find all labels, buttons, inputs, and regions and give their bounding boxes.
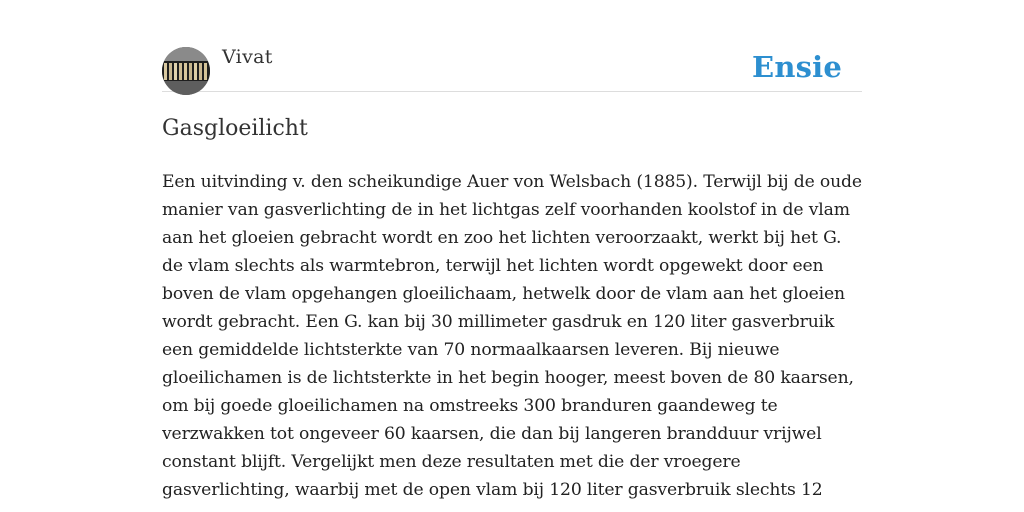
source-name[interactable]: Vivat xyxy=(222,46,273,68)
source-avatar[interactable] xyxy=(162,47,210,95)
article-title: Gasgloeilicht xyxy=(162,116,308,141)
header xyxy=(162,0,862,92)
article-body: Een uitvinding v. den scheikundige Auer von Welsbach (1885). Terwijl bij de oude manier van gasverlichting de in het lichtgas zelf voorhanden koolstof in de vlam aan het gloeien gebracht wordt en zoo het lichten veroorzaakt, werkt bij het G. de vlam slechts als warmtebron, terwijl het lichten wordt opgewekt door een boven de vlam opgehangen gloeilichaam, hetwelk door de vlam aan het gloeien wordt gebracht. Een G. kan bij 30 millimeter gasdruk en 120 liter gasverbruik een gemiddelde lichtsterkte van 70 normaalkaarsen leveren. Bij nieuwe gloeilichamen is de lichtsterkte in het begin hooger, meest boven de 80 kaarsen, om bij goede gloeilichamen na omstreeks 300 branduren gaandeweg te verzwakken tot ongeveer 60 kaarsen, die dan bij langeren brandduur vrijwel constant blijft. Vergelijkt men deze resultaten met die der vroegere gasverlichting, waarbij met de open vlam bij 120 liter gasverbruik slechts 12 xyxy=(162,172,862,500)
book-spines-icon xyxy=(162,47,210,95)
article-page xyxy=(162,0,862,512)
brand-logo[interactable]: Ensie xyxy=(752,50,842,84)
